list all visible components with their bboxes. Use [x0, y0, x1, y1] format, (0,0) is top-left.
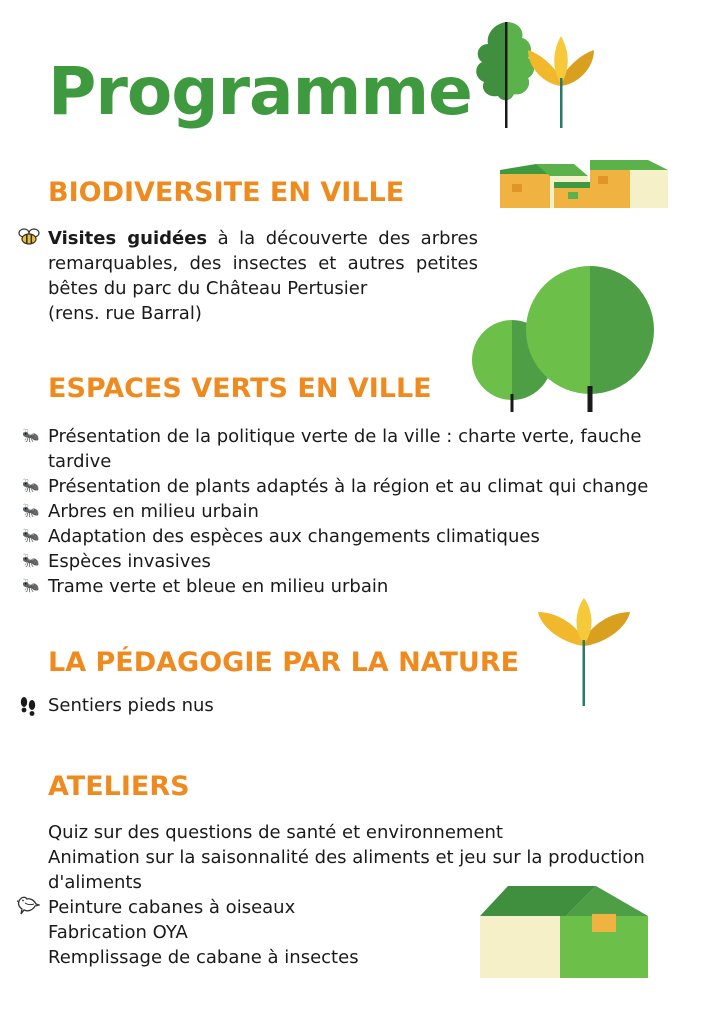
pedagogie-item: Sentiers pieds nus: [48, 695, 214, 716]
leaf-plant-illustration: [536, 596, 632, 708]
ant-icon: 🐜: [22, 503, 40, 519]
oak-tree-icon: [476, 22, 534, 128]
ant-icon: 🐜: [22, 553, 40, 569]
page-title: Programme: [48, 53, 472, 130]
list-item: Fabrication OYA: [48, 922, 188, 943]
list-item: Remplissage de cabane à insectes: [48, 947, 359, 968]
heading-pedagogie: LA PÉDAGOGIE PAR LA NATURE: [48, 647, 520, 678]
house-illustration: [478, 884, 650, 980]
list-item: 🐜 Adaptation des espèces aux changements climatiques: [22, 526, 540, 547]
ginkgo-tree-icon: [528, 36, 594, 128]
visites-guidees-label: Visites guidées: [48, 228, 208, 249]
trees-illustration: [466, 18, 606, 130]
ant-icon: 🐜: [22, 578, 40, 594]
list-item: 🐜 Espèces invasives: [22, 551, 211, 572]
heading-ateliers: ATELIERS: [48, 771, 190, 802]
list-item: Quiz sur des questions de santé et environnement: [48, 822, 503, 843]
espaces-verts-list: [22, 424, 668, 599]
bee-icon: [18, 228, 40, 246]
ant-icon: 🐜: [22, 528, 40, 544]
round-trees-illustration: [472, 262, 656, 414]
ant-icon: 🐜: [22, 428, 40, 444]
list-item: 🐜 Présentation de la politique verte de la ville : charte verte, fauche tardive: [22, 426, 642, 472]
list-item: Peinture cabanes à oiseaux: [48, 897, 296, 918]
footprints-icon: [18, 694, 38, 718]
list-item: Animation sur la saisonnalité des aliments et jeu sur la production d'aliments: [48, 847, 645, 893]
houses-illustration: [498, 158, 670, 210]
heading-espaces-verts: ESPACES VERTS EN VILLE: [48, 373, 432, 404]
biodiversite-note: (rens. rue Barral): [48, 303, 202, 324]
heading-biodiversite: BIODIVERSITE EN VILLE: [48, 177, 405, 208]
list-item: 🐜 Trame verte et bleue en milieu urbain: [22, 576, 389, 597]
ant-icon: 🐜: [22, 478, 40, 494]
list-item: 🐜 Présentation de plants adaptés à la région et au climat qui change: [22, 476, 649, 497]
bird-icon: [16, 893, 40, 915]
list-item: 🐜 Arbres en milieu urbain: [22, 501, 259, 522]
biodiversite-description: à la découverte des arbres remarquables, des insectes et autres petites bêtes du parc du Château Pertusier: [48, 228, 478, 299]
biodiversite-text: [48, 226, 478, 301]
